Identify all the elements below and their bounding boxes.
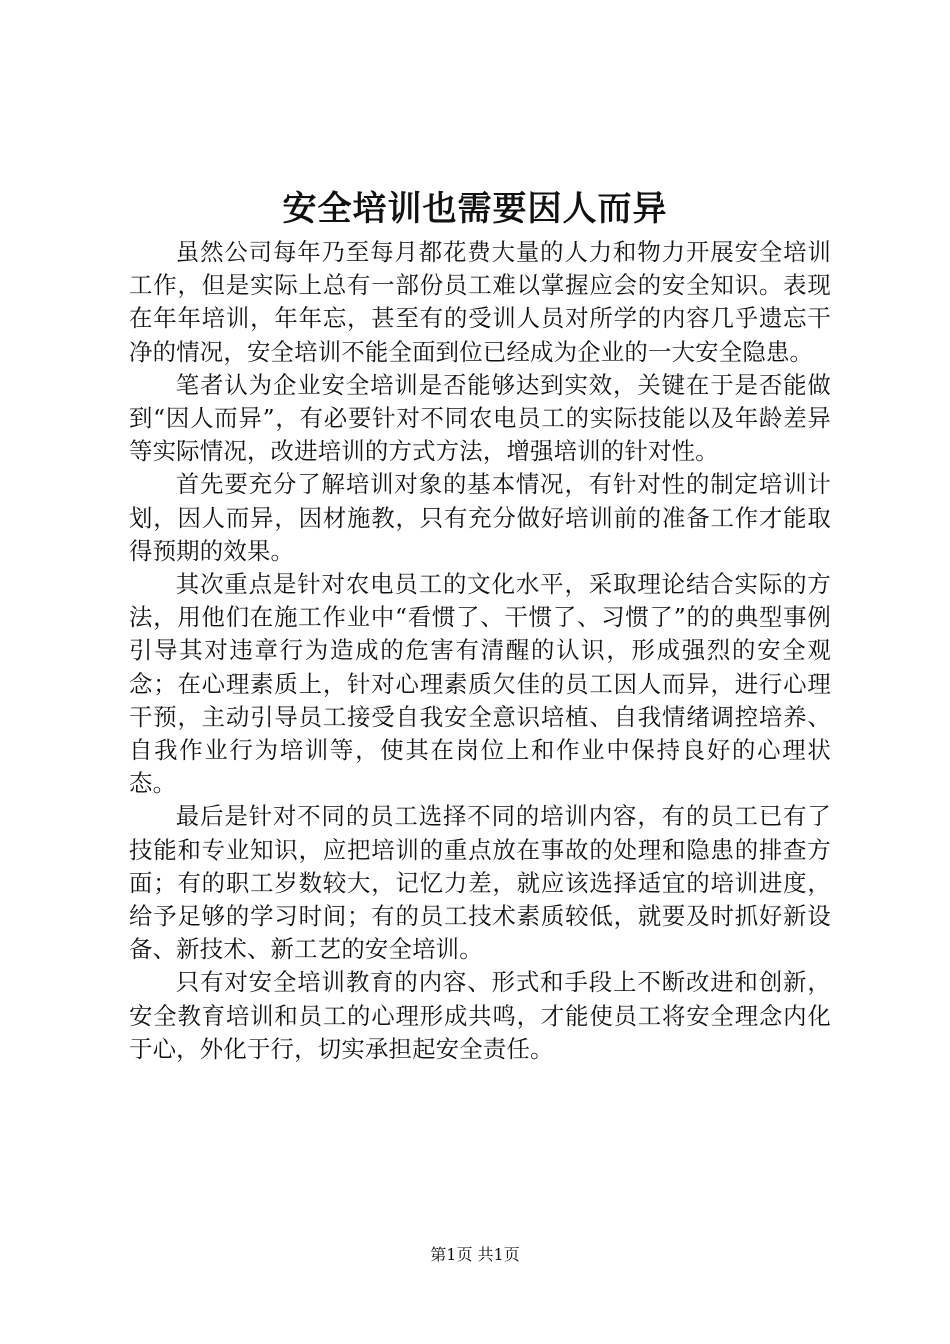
paragraph-4: 其次重点是针对农电员工的文化水平，采取理论结合实际的方法，用他们在施工作业中“看惯了、干惯了、习惯了”的的典型事例引导其对违章行为造成的危害有清醒的认识，形成强烈的安全观念；在心理素质上，针对心理素质欠佳的员工因人而异，进行心理干预，主动引导员工接受自我安全意识培植、自我情绪调控培养、自我作业行为培训等，使其在岗位上和作业中保持良好的心理状态。 xyxy=(129,570,831,798)
paragraph-6: 只有对安全培训教育的内容、形式和手段上不断改进和创新，安全教育培训和员工的心理形成共鸣，才能使员工将安全理念内化于心，外化于行，切实承担起安全责任。 xyxy=(129,968,831,1063)
document-body xyxy=(129,236,831,1066)
paragraph-3: 首先要充分了解培训对象的基本情况，有针对性的制定培训计划，因人而异，因材施教，只有充分做好培训前的准备工作才能取得预期的效果。 xyxy=(129,470,831,565)
paragraph-5: 最后是针对不同的员工选择不同的培训内容，有的员工已有了技能和专业知识，应把培训的重点放在事故的处理和隐患的排查方面；有的职工岁数较大，记忆力差，就应该选择适宜的培训进度，给予足够的学习时间；有的员工技术素质较低，就要及时抓好新设备、新技术、新工艺的安全培训。 xyxy=(129,802,831,964)
document-title: 安全培训也需要因人而异 xyxy=(282,189,668,229)
paragraph-2: 笔者认为企业安全培训是否能够达到实效，关键在于是否能做到“因人而异”，有必要针对不同农电员工的实际技能以及年龄差异等实际情况，改进培训的方式方法，增强培训的针对性。 xyxy=(129,370,831,466)
page-footer: 第1页 共1页 xyxy=(430,1245,520,1264)
paragraph-1: 虽然公司每年乃至每月都花费大量的人力和物力开展安全培训工作，但是实际上总有一部份员工难以掌握应会的安全知识。表现在年年培训，年年忘，甚至有的受训人员对所学的内容几乎遗忘干净的情况，安全培训不能全面到位已经成为企业的一大安全隐患。 xyxy=(129,238,831,366)
